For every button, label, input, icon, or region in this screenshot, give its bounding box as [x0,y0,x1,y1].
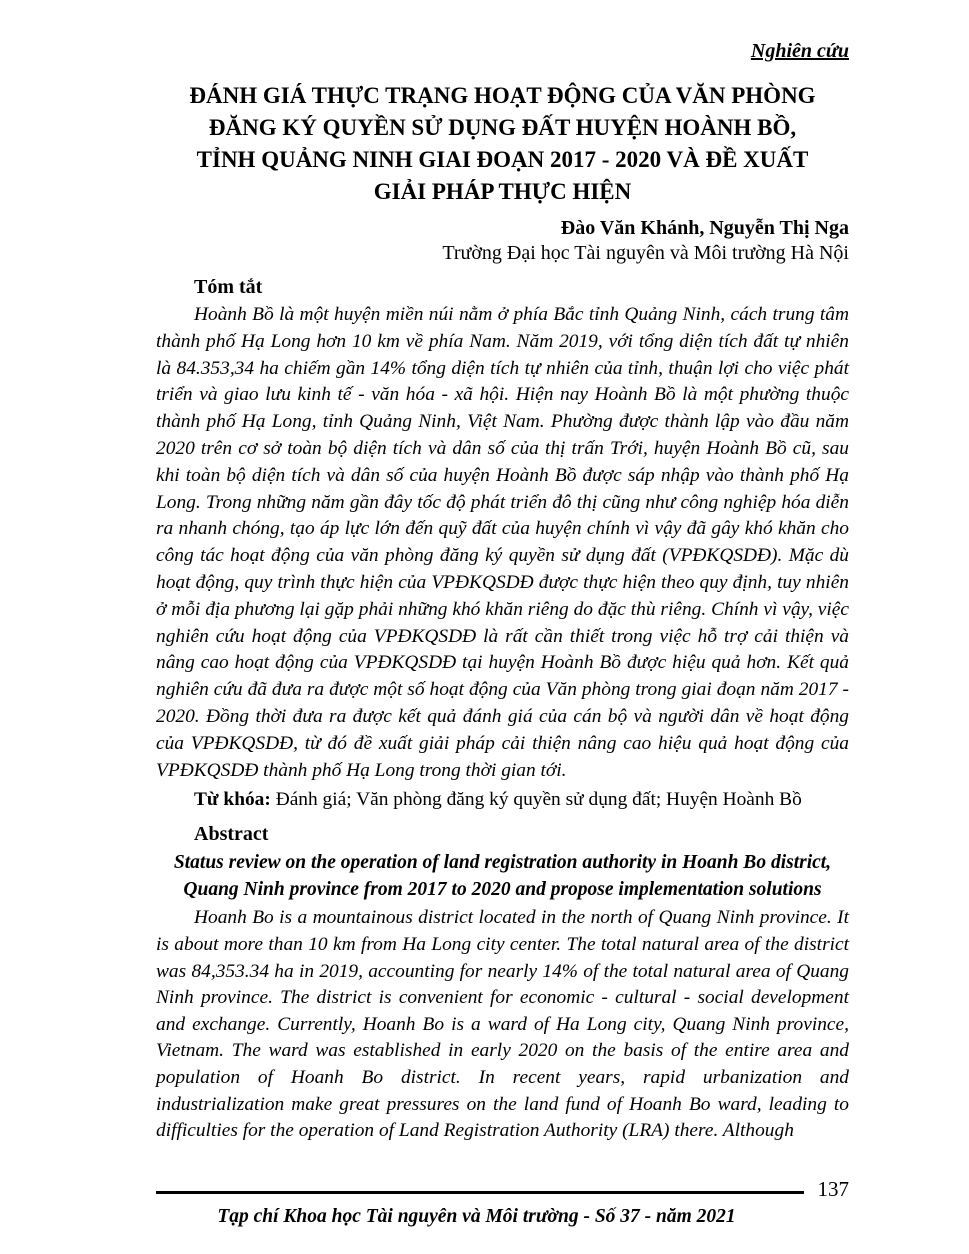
keywords-text: Đánh giá; Văn phòng đăng ký quyền sử dụng đất; Huyện Hoành Bồ [270,789,802,811]
page-footer [156,1177,849,1230]
abstract-vi-body: Hoành Bồ là một huyện miền núi nằm ở phía Bắc tỉnh Quảng Ninh, cách trung tâm thành phố Hạ Long hơn 10 km về phía Nam. Năm 2019, với tổng diện tích đất tự nhiên là 84.353,34 ha chiếm gần 14% tổng diện tích tự nhiên của tỉnh, thuận lợi cho việc phát triển và giao lưu kinh tế - văn hóa - xã hội. Hiện nay Hoành Bồ là một phường thuộc thành phố Hạ Long, tỉnh Quảng Ninh, Việt Nam. Phường được thành lập vào đầu năm 2020 trên cơ sở toàn bộ diện tích và dân số của thị trấn Trới, huyện Hoành Bồ cũ, sau khi toàn bộ diện tích và dân số của huyện Hoành Bồ được sáp nhập vào thành phố Hạ Long. Trong những năm gần đây tốc độ phát triển đô thị cũng như công nghiệp hóa diễn ra nhanh chóng, tạo áp lực lớn đến quỹ đất của huyện chính vì vậy đã gây khó khăn cho công tác hoạt động của văn phòng đăng ký quyền sử dụng đất (VPĐKQSDĐ). Mặc dù hoạt động, quy trình thực hiện của VPĐKQSDĐ được thực hiện theo quy định, tuy nhiên ở mỗi địa phương lại gặp phải những khó khăn riêng do đặc thù riêng. Chính vì vậy, việc nghiên cứu hoạt động của VPĐKQSDĐ là rất cần thiết trong việc hỗ trợ cải thiện và nâng cao hoạt động của VPĐKQSDĐ tại huyện Hoành Bồ được hiệu quả hơn. Kết quả nghiên cứu đã đưa ra được một số hoạt động của Văn phòng trong giai đoạn năm 2017 - 2020. Đồng thời đưa ra được kết quả đánh giá của cán bộ và người dân về hoạt động của VPĐKQSDĐ, từ đó đề xuất giải pháp cải thiện nâng cao hiệu quả hoạt động của VPĐKQSDĐ thành phố Hạ Long trong thời gian tới. [156,304,849,781]
running-head-label: Nghiên cứu [750,40,849,62]
footer-rule [156,1191,804,1194]
paper-title-line-3: TỈNH QUẢNG NINH GIAI ĐOẠN 2017 - 2020 VÀ ĐỀ XUẤT [196,147,809,172]
abstract-en-title-line-1: Status review on the operation of land registration authority in Hoanh Bo district, [173,852,832,874]
abstract-en-body: Hoanh Bo is a mountainous district located in the north of Quang Ninh province. It is about more than 10 km from Ha Long city center. The total natural area of the district was 84,353.34 ha in 2019, accounting for nearly 14% of the total natural area of Quang Ninh province. The district is convenient for economic - cultural - social development and exchange. Currently, Hoanh Bo is a ward of Ha Long city, Quang Ninh province, Vietnam. The ward was established in early 2020 on the basis of the entire area and population of Hoanh Bo district. In recent years, rapid urbanization and industrialization make great pressures on the land fund of Hoanh Bo ward, leading to difficulties for the operation of Land Registration Authority (LRA) there. Although [156,907,849,1142]
running-head [156,38,849,64]
paper-title-line-1: ĐÁNH GIÁ THỰC TRẠNG HOẠT ĐỘNG CỦA VĂN PHÒNG [189,83,816,108]
affiliation: Trường Đại học Tài nguyên và Môi trường Hà Nội [442,242,849,264]
abstract-en-heading: Abstract [194,823,269,846]
paper-title [156,80,849,208]
keywords-label: Từ khóa: [194,789,271,811]
authors: Đào Văn Khánh, Nguyễn Thị Nga [560,217,849,239]
abstract-vi-heading: Tóm tắt [194,276,263,298]
paper-title-line-2: ĐĂNG KÝ QUYỀN SỬ DỤNG ĐẤT HUYỆN HOÀNH BỒ, [208,115,797,140]
footer-rule-row [156,1177,849,1203]
keywords-line [156,786,849,813]
page-number: 137 [817,1177,849,1201]
abstract-en-title [156,849,849,903]
paper-title-line-4: GIẢI PHÁP THỰC HIỆN [373,179,632,204]
abstract-en-title-line-2: Quang Ninh province from 2017 to 2020 and propose implementation solutions [183,879,822,901]
journal-line: Tạp chí Khoa học Tài nguyên và Môi trường - Số 37 - năm 2021 [217,1206,736,1227]
